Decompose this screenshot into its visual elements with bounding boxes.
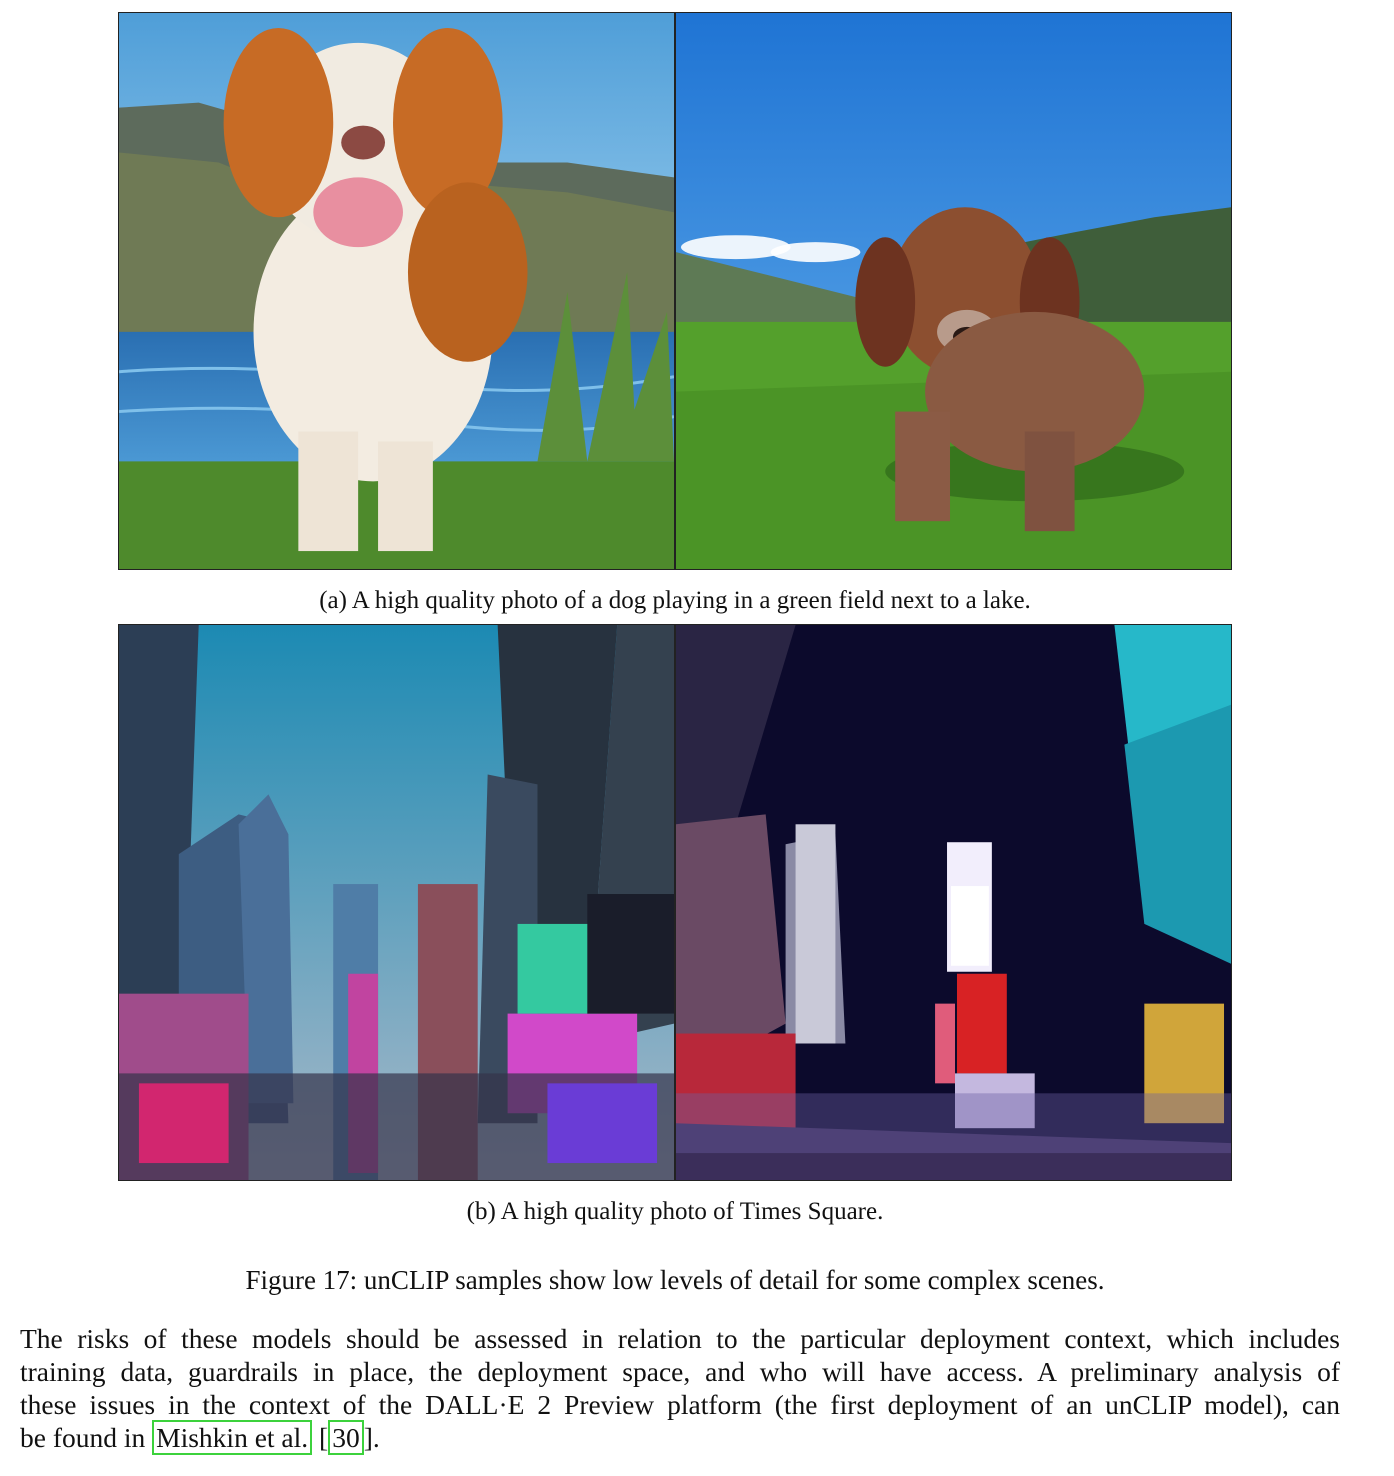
body-line-2: training data, guardrails in place, the deployment space, and who will have access. A preliminary analysis of: [20, 1356, 1340, 1387]
figure-image-dog-lake: [118, 12, 675, 570]
subcaption-a: (a) A high quality photo of a dog playing in a green field next to a lake.: [319, 587, 1031, 614]
body-line-3: these issues in the context of the DALL·E 2 Preview platform (the first deployment of an unCLIP model), can: [20, 1389, 1340, 1420]
figure-image-times-square-day: [118, 624, 675, 1181]
citation-link-number[interactable]: 30: [328, 1420, 364, 1455]
citation-link-authors[interactable]: Mishkin et al.: [152, 1420, 312, 1455]
figure-caption: Figure 17: unCLIP samples show low levels of detail for some complex scenes.: [245, 1265, 1105, 1295]
citation-open-bracket: [: [312, 1422, 329, 1453]
body-line-4: [20, 1421, 1340, 1454]
figure-image-times-square-night: [675, 624, 1232, 1181]
subcaption-b: (b) A high quality photo of Times Square.: [466, 1198, 884, 1225]
times-square-day-photo: [119, 625, 674, 1180]
citation-close-bracket: ].: [363, 1422, 380, 1453]
body-line-4-prefix: be found in: [20, 1422, 153, 1453]
figure-image-dog-field: [675, 12, 1232, 570]
times-square-night-photo: [676, 625, 1231, 1180]
dog-field-photo: [676, 13, 1231, 569]
dog-lake-photo: [119, 13, 674, 569]
body-paragraph: [20, 1322, 1340, 1454]
body-line-1: The risks of these models should be assessed in relation to the particular deployment context, which includes: [20, 1323, 1340, 1354]
